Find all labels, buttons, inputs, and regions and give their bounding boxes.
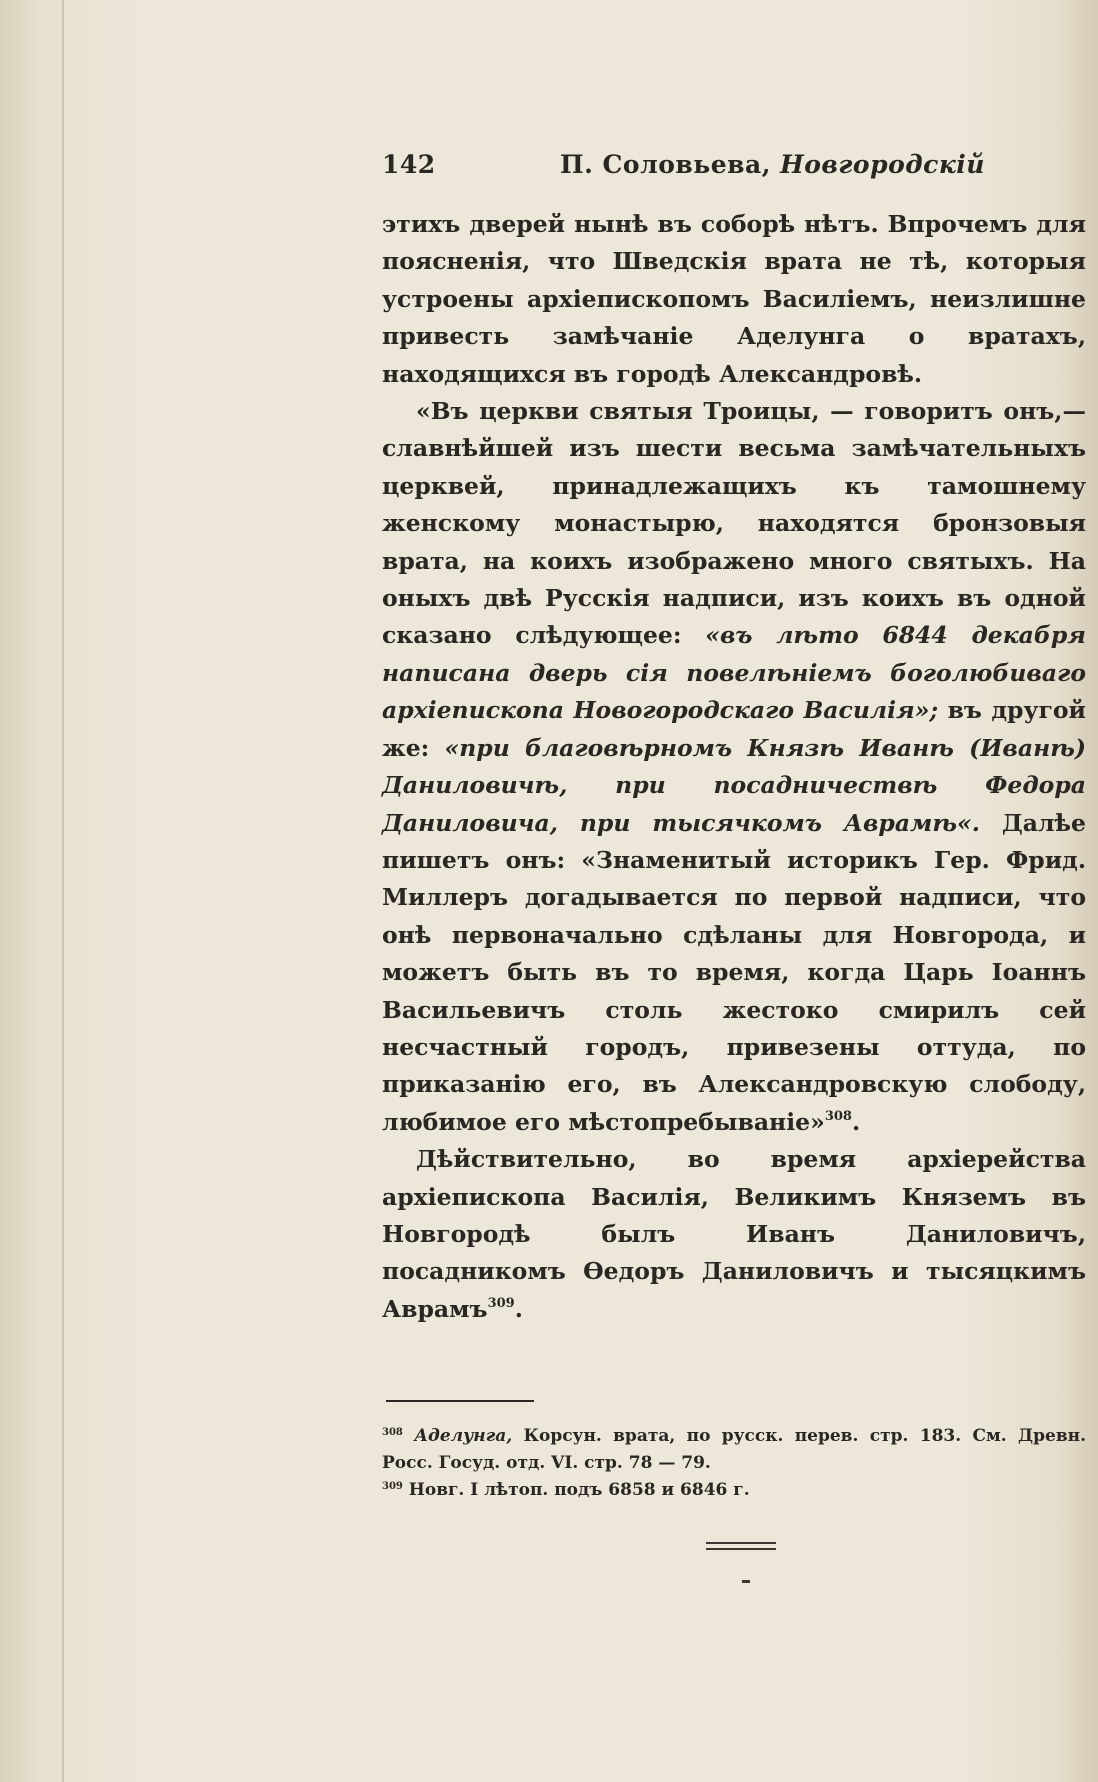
footnote-308-author: Аделунга, [414,1426,513,1446]
footnote-308 [382,1423,1086,1477]
footnote-309 [382,1477,1086,1504]
end-ornament-mark [742,1580,750,1583]
footnote-309-text: Новг. I лѣтоп. подъ 6858 и 6846 г. [408,1480,750,1500]
paragraph-2-part-a: «Въ церкви святыя Троицы, — говоритъ онъ,— славнѣйшей изъ шести весьма замѣчательныхъ церквей, принадлежащихъ къ тамошнему женскому монастырю, находятся бронзовыя врата, на коихъ изображено много святыхъ. На оныхъ двѣ Русскія надписи, изъ коихъ въ одной сказано слѣдующее: [382,397,1086,650]
page-header [382,150,1086,190]
footnotes [382,1423,1086,1504]
paragraph-1: этихъ дверей нынѣ въ соборѣ нѣтъ. Впрочемъ для поясненія, что Шведскія врата не тѣ, которыя устроены архіепископомъ Василіемъ, неизлишне привесть замѣчаніе Аделунга о вратахъ, находящихся въ городѣ Александровѣ. [382,210,1086,388]
footnote-ref-308[interactable]: 308 [824,1108,852,1124]
inscription-2: «при благовѣрномъ Князѣ Иванѣ (Иванѣ) Даниловичѣ, при посадничествѣ Федора Даниловича, при тысячкомъ Аврамѣ«. [382,733,1086,837]
paragraph-3-text: Дѣйствительно, во время архіерейства архіепископа Василія, Великимъ Княземъ въ Новгородѣ былъ Иванъ Даниловичъ, посадникомъ Ѳедоръ Даниловичъ и тысяцкимъ Аврамъ [382,1145,1086,1323]
footnote-308-text: Корсун. врата, по русск. перев. стр. 183. См. Древн. Росс. Госуд. отд. VI. стр. 78 — 79. [382,1426,1086,1473]
running-title [560,150,985,179]
end-ornament-rule-bottom [706,1548,776,1550]
page-gutter-shadow [62,0,64,1782]
paragraph-3: Дѣйствительно, во время архіерейства архіепископа Василія, Великимъ Княземъ въ Новгородѣ былъ Иванъ Даниловичъ, посадникомъ Ѳедоръ Даниловичъ и тысяцкимъ Аврамъ$^{309}$. [382,1145,1086,1323]
end-ornament-rule-top [706,1542,776,1544]
footnote-ref-309[interactable]: 309 [487,1295,515,1311]
footnote-mark-309: 309 [382,1481,403,1492]
running-title-author: П. Соловьева, [560,150,771,179]
footnote-mark-308: 308 [382,1427,403,1438]
text-block [382,150,1087,1500]
inscription-1: «въ лѣто 6844 декабря написана дверь сія повелѣніемъ боголюбиваго архіепископа Новогородскаго Василія»; [382,621,1086,725]
page-number: 142 [382,150,436,179]
paragraph-2-part-b: въ другой же: [382,696,1086,762]
running-title-work: Новгородскій [780,150,985,179]
body-text [382,206,1086,1328]
paragraph-2-part-c: Далѣе пишетъ онъ: «Знаменитый историкъ Гер. Фрид. Миллеръ догадывается по первой надписи, что онѣ первоначально сдѣланы для Новгорода, и можетъ быть въ то время, когда Царь Іоаннъ Васильевичъ столь жестоко смирилъ сей несчастный городъ, привезены оттуда, по приказанію его, въ Александровскую слободу, любимое его мѣстопребываніе» [382,808,1087,1136]
footnote-separator [386,1400,534,1402]
paragraph-2: «Въ церкви святыя Троицы, — говоритъ онъ,— славнѣйшей изъ шести весьма замѣчательныхъ церквей, принадлежащихъ къ тамошнему женскому монастырю, находятся бронзовыя врата, на коихъ изображено много святыхъ. На оныхъ двѣ Русскія надписи, изъ коихъ въ одной сказано слѣдующее: «въ лѣто 6844 декабря написана дверь сія повелѣніемъ боголюбиваго архіепископа Новогородскаго Василія»; въ другой же: «при благовѣрномъ Князѣ Иванѣ (Иванѣ) Даниловичѣ, при посадничествѣ Федора Даниловича, при тысячкомъ Аврамѣ«. Далѣе пишетъ онъ: «Знаменитый историкъ Гер. Фрид. Миллеръ догадывается по первой надписи, что онѣ первоначально сдѣланы для Новгорода, и можетъ быть въ то время, когда Царь Іоаннъ Васильевичъ столь жестоко смирилъ сей несчастный городъ, привезены оттуда, по приказанію его, въ Александровскую слободу, любимое его мѣстопребываніе»$^{308}$. [382,397,1087,1136]
